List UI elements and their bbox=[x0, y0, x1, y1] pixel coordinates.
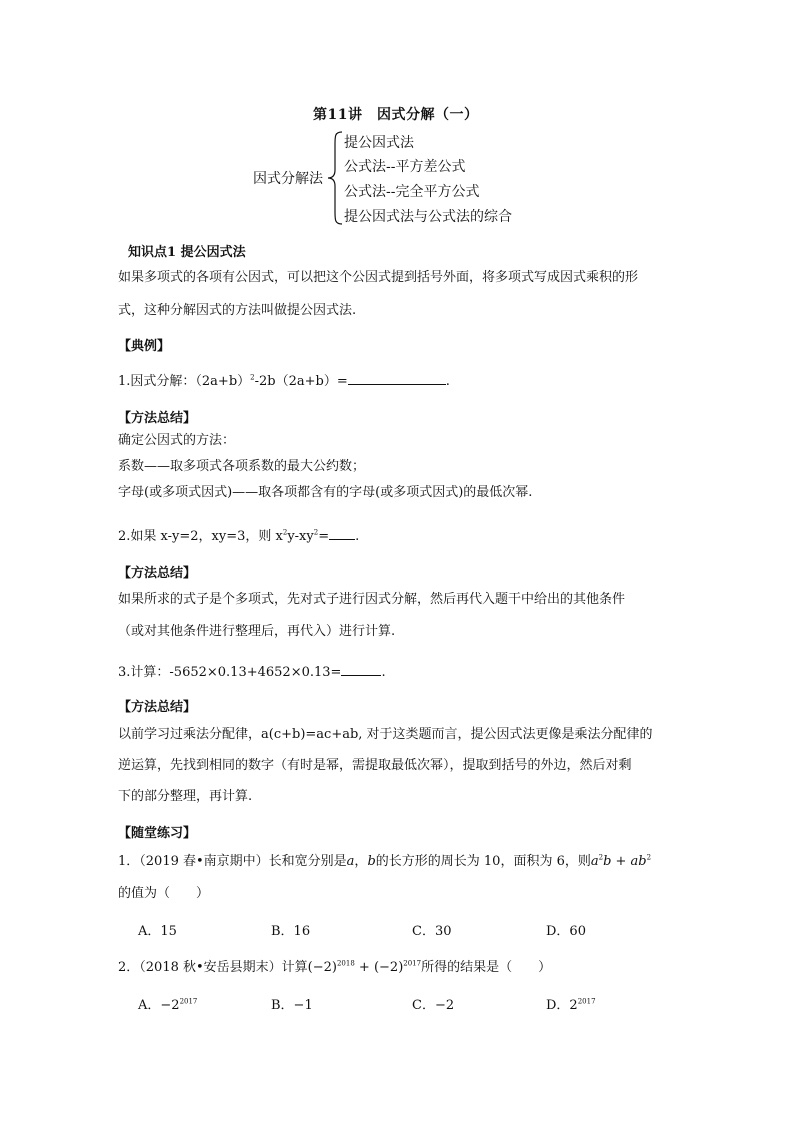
option-a[interactable]: A．15 bbox=[138, 924, 177, 939]
q2-period: . bbox=[355, 529, 360, 544]
tree-item: 提公因式法 bbox=[344, 135, 414, 151]
q1-text: -2b（2a+b）= bbox=[254, 374, 348, 389]
exponent: 2017 bbox=[403, 959, 422, 968]
option-b[interactable] bbox=[271, 999, 313, 1012]
tree-root-label: 因式分解法 bbox=[253, 171, 323, 187]
answer-blank[interactable] bbox=[329, 527, 355, 540]
variable-b: b bbox=[367, 854, 376, 869]
tree-item: 公式法--平方差公式 bbox=[344, 159, 466, 175]
tree-item: 提公因式法与公式法的综合 bbox=[344, 209, 512, 225]
q2-exponent: 2 bbox=[282, 528, 288, 537]
option-c[interactable] bbox=[412, 999, 454, 1012]
answer-blank[interactable] bbox=[348, 372, 446, 385]
expression: (−2) bbox=[307, 960, 337, 975]
option-text: D．2 bbox=[546, 998, 578, 1013]
tree-item: 公式法--完全平方公式 bbox=[344, 184, 480, 200]
practice-question-1 bbox=[118, 855, 651, 868]
exponent: 2 bbox=[646, 853, 652, 862]
paragraph-line: 字母(或多项式因式)——取各项都含有的字母(或多项式因式)的最低次幂. bbox=[118, 485, 533, 500]
q2-text: y-xy bbox=[287, 529, 314, 544]
question-1 bbox=[118, 372, 450, 388]
practice-heading: 【随堂练习】 bbox=[118, 826, 197, 841]
pq2-text: 所得的结果是（ ） bbox=[421, 960, 552, 975]
paragraph-line: 式，这种分解因式的方法叫做提公因式法. bbox=[118, 303, 357, 318]
exponent: 2017 bbox=[577, 997, 596, 1006]
answer-blank[interactable] bbox=[341, 663, 381, 676]
paragraph-line: 以前学习过乘法分配律，a(c+b)=ac+ab, 对于这类题而言，提公因式法更像是乘法分配律的 bbox=[118, 727, 653, 742]
page-title: 第11讲 因式分解（一） bbox=[313, 107, 479, 123]
pq1-text: 1．（2019 春•南京期中）长和宽分别是 bbox=[118, 854, 347, 869]
variable-a: a bbox=[346, 854, 355, 869]
left-brace-icon bbox=[326, 130, 344, 226]
expression: + (−2) bbox=[354, 960, 404, 975]
section-heading: 知识点1 提公因式法 bbox=[128, 245, 246, 260]
exponent: 2017 bbox=[179, 997, 198, 1006]
q1-exponent: 2 bbox=[250, 373, 255, 382]
option-text: C．−2 bbox=[412, 998, 455, 1013]
option-text: A．−2 bbox=[138, 998, 180, 1013]
paragraph-line: 系数——取多项式各项系数的最大公约数； bbox=[118, 459, 366, 474]
exponent: 2018 bbox=[336, 959, 355, 968]
expression: b + ab bbox=[603, 854, 647, 869]
paragraph-line: 下的部分整理，再计算. bbox=[118, 789, 253, 804]
expression: a bbox=[590, 854, 599, 869]
paragraph-line: 如果多项式的各项有公因式，可以把这个公因式提到括号外面，将多项式写成因式乘积的形 bbox=[118, 270, 639, 285]
pq2-text: 2．（2018 秋•安岳县期末）计算 bbox=[118, 960, 308, 975]
q3-text: 3.计算：-5652×0.13+4652×0.13= bbox=[118, 665, 342, 680]
question-2 bbox=[118, 527, 359, 543]
question-3 bbox=[118, 663, 386, 679]
option-b[interactable]: B．16 bbox=[271, 924, 311, 939]
q2-exponent: 2 bbox=[313, 528, 319, 537]
option-a[interactable] bbox=[138, 999, 197, 1012]
practice-question-2 bbox=[118, 961, 551, 974]
paragraph-line: 如果所求的式子是个多项式，先对式子进行因式分解，然后再代入题干中给出的其他条件 bbox=[118, 592, 626, 607]
option-text: B．−1 bbox=[271, 998, 313, 1013]
paragraph-line: （或对其他条件进行整理后，再代入）进行计算. bbox=[118, 624, 396, 639]
method-summary-heading: 【方法总结】 bbox=[118, 411, 197, 426]
option-d[interactable]: D．60 bbox=[546, 924, 586, 939]
example-heading: 【典例】 bbox=[118, 339, 171, 354]
option-c[interactable]: C．30 bbox=[412, 924, 452, 939]
pq1-text: 的值为（ ） bbox=[118, 886, 210, 901]
exponent: 2 bbox=[598, 853, 604, 862]
option-d[interactable] bbox=[546, 999, 596, 1012]
pq1-text: ， bbox=[354, 854, 368, 869]
q2-text: = bbox=[318, 529, 330, 544]
q2-text: 2.如果 x-y=2，xy=3，则 x bbox=[118, 529, 283, 544]
q1-period: . bbox=[445, 374, 450, 389]
pq1-text: 的长方形的周长为 10，面积为 6，则 bbox=[375, 854, 591, 869]
method-summary-heading: 【方法总结】 bbox=[118, 700, 197, 715]
paragraph-line: 确定公因式的方法： bbox=[118, 433, 236, 448]
q3-period: . bbox=[381, 665, 386, 680]
method-summary-heading: 【方法总结】 bbox=[118, 566, 197, 581]
paragraph-line: 逆运算，先找到相同的数字（有时是幂，需提取最低次幂），提取到括号的外边，然后对剩 bbox=[118, 758, 632, 773]
q1-text: 1.因式分解：（2a+b） bbox=[118, 374, 251, 389]
